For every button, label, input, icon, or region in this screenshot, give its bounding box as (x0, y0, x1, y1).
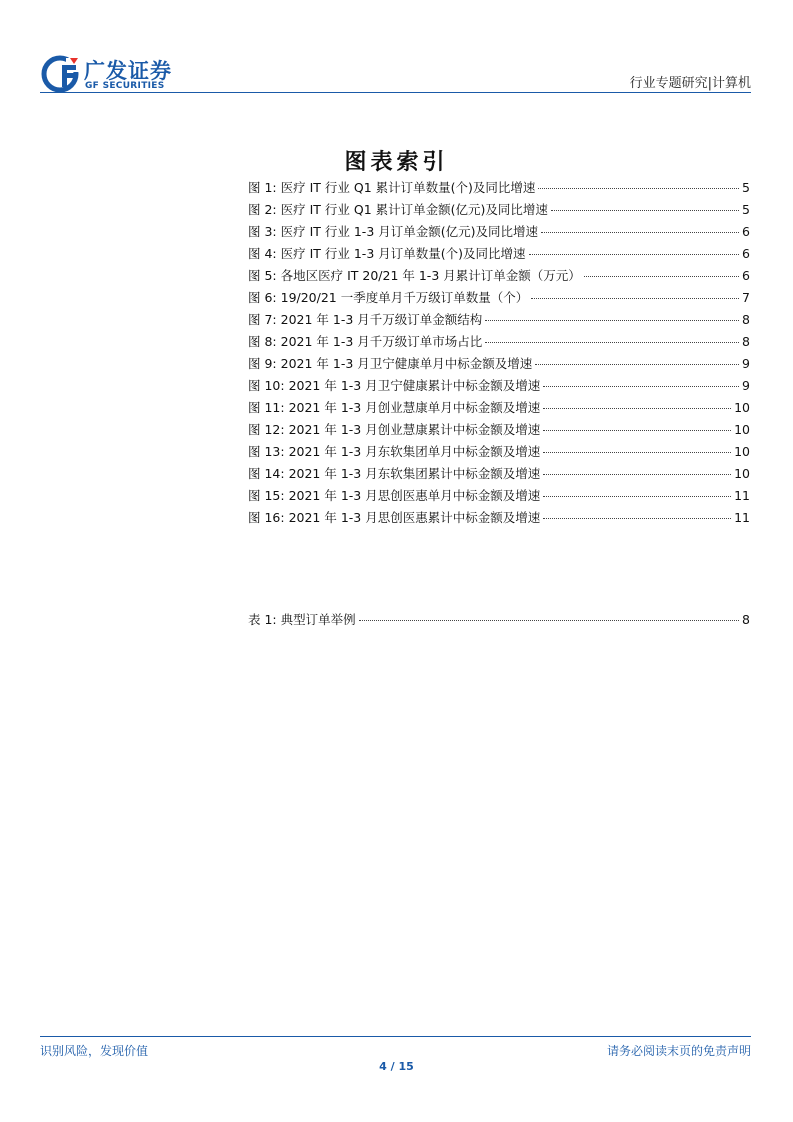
toc-label: 图 1: 医疗 IT 行业 Q1 累计订单数量(个)及同比增速 (248, 180, 536, 195)
toc-leader (584, 276, 739, 277)
report-category: 行业专题研究|计算机 (629, 76, 751, 91)
toc-row[interactable] (248, 398, 750, 420)
toc-leader (538, 188, 739, 189)
toc-row[interactable] (248, 464, 750, 486)
toc-leader (543, 430, 731, 431)
toc-label: 图 16: 2021 年 1-3 月思创医惠累计中标金额及增速 (248, 510, 541, 525)
toc-label: 图 5: 各地区医疗 IT 20/21 年 1-3 月累计订单金额（万元） (248, 268, 581, 283)
toc-row[interactable] (248, 288, 750, 310)
toc-leader (543, 496, 731, 497)
toc-page: 8 (742, 312, 750, 327)
toc-label: 表 1: 典型订单举例 (248, 612, 356, 627)
toc-title: 图表索引 (344, 149, 449, 175)
toc-label: 图 15: 2021 年 1-3 月思创医惠单月中标金额及增速 (248, 488, 541, 503)
toc-leader (531, 298, 739, 299)
toc-row[interactable] (248, 222, 750, 244)
toc-leader (543, 408, 731, 409)
toc-page: 6 (742, 224, 750, 239)
toc-row[interactable] (248, 178, 750, 200)
toc-page: 11 (734, 510, 750, 525)
toc-label: 图 12: 2021 年 1-3 月创业慧康累计中标金额及增速 (248, 422, 541, 437)
toc-label: 图 13: 2021 年 1-3 月东软集团单月中标金额及增速 (248, 444, 541, 459)
toc-row[interactable] (248, 266, 750, 288)
toc-leader (543, 474, 731, 475)
toc-row[interactable] (248, 610, 750, 632)
toc-leader (541, 232, 739, 233)
toc-page: 5 (742, 180, 750, 195)
toc-row[interactable] (248, 420, 750, 442)
logo-chinese-name: 广发证券 (84, 59, 172, 83)
toc-page: 5 (742, 202, 750, 217)
toc-page: 11 (734, 488, 750, 503)
logo-english-name: GF SECURITIES (85, 81, 165, 91)
footer-divider (40, 1036, 751, 1037)
toc-row[interactable] (248, 376, 750, 398)
toc-label: 图 8: 2021 年 1-3 月千万级订单市场占比 (248, 334, 483, 349)
page-number: 4 / 15 (379, 1060, 414, 1073)
toc-label: 图 14: 2021 年 1-3 月东软集团累计中标金额及增速 (248, 466, 541, 481)
toc-row[interactable] (248, 486, 750, 508)
toc-row[interactable] (248, 200, 750, 222)
toc-label: 图 9: 2021 年 1-3 月卫宁健康单月中标金额及增速 (248, 356, 533, 371)
toc-leader (543, 518, 731, 519)
toc-leader (485, 320, 739, 321)
toc-row[interactable] (248, 332, 750, 354)
toc-page: 10 (734, 400, 750, 415)
toc-row[interactable] (248, 508, 750, 530)
toc-page: 6 (742, 246, 750, 261)
toc-label: 图 3: 医疗 IT 行业 1-3 月订单金额(亿元)及同比增速 (248, 224, 538, 239)
toc-label: 图 10: 2021 年 1-3 月卫宁健康累计中标金额及增速 (248, 378, 541, 393)
toc-page: 7 (742, 290, 750, 305)
figure-index (248, 178, 750, 530)
toc-row[interactable] (248, 244, 750, 266)
toc-page: 9 (742, 378, 750, 393)
toc-leader (551, 210, 739, 211)
toc-page: 8 (742, 612, 750, 627)
toc-row[interactable] (248, 310, 750, 332)
toc-leader (485, 342, 739, 343)
toc-leader (543, 452, 731, 453)
toc-page: 9 (742, 356, 750, 371)
toc-page: 6 (742, 268, 750, 283)
toc-page: 10 (734, 422, 750, 437)
footer-disclaimer: 请务必阅读末页的免责声明 (606, 1044, 751, 1058)
table-index (248, 610, 750, 632)
toc-row[interactable] (248, 354, 750, 376)
toc-leader (529, 254, 740, 255)
toc-row[interactable] (248, 442, 750, 464)
toc-label: 图 7: 2021 年 1-3 月千万级订单金额结构 (248, 312, 483, 327)
toc-page: 8 (742, 334, 750, 349)
footer-slogan: 识别风险，发现价值 (40, 1044, 149, 1058)
toc-leader (359, 620, 739, 621)
header-divider (40, 92, 751, 93)
toc-label: 图 2: 医疗 IT 行业 Q1 累计订单金额(亿元)及同比增速 (248, 202, 548, 217)
toc-leader (543, 386, 739, 387)
toc-label: 图 6: 19/20/21 一季度单月千万级订单数量（个） (248, 290, 529, 305)
toc-leader (535, 364, 739, 365)
toc-label: 图 4: 医疗 IT 行业 1-3 月订单数量(个)及同比增速 (248, 246, 526, 261)
toc-page: 10 (734, 444, 750, 459)
gf-logo-icon (40, 54, 80, 94)
toc-page: 10 (734, 466, 750, 481)
toc-label: 图 11: 2021 年 1-3 月创业慧康单月中标金额及增速 (248, 400, 541, 415)
